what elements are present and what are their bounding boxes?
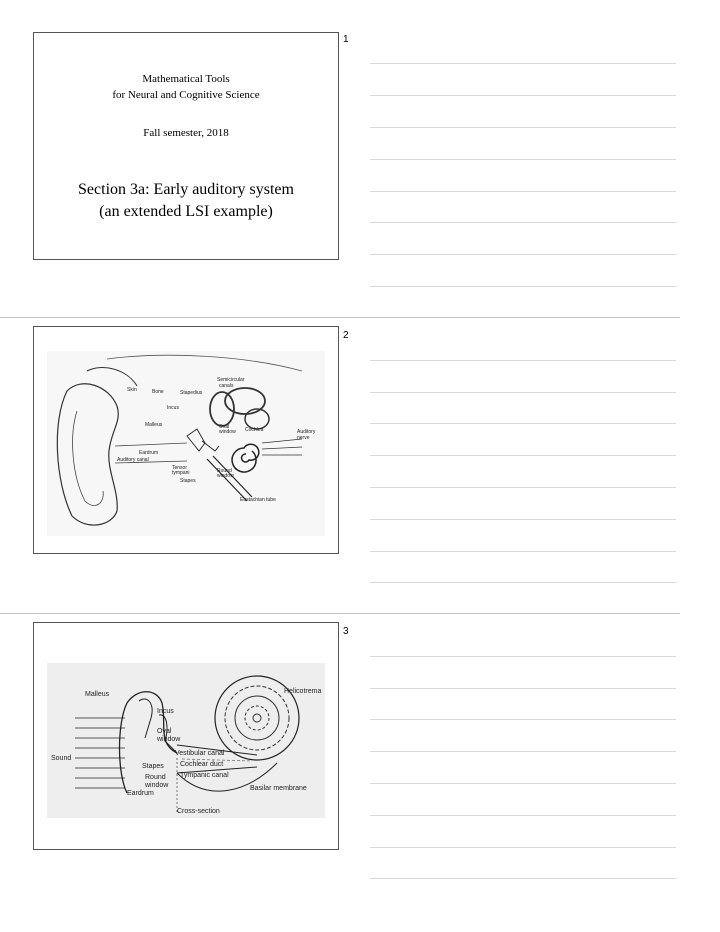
note-line xyxy=(370,751,676,752)
label-basilar: Basilar membrane xyxy=(250,785,307,792)
label-oval: Oval xyxy=(219,424,230,430)
label-cochlea: Cochlea xyxy=(245,427,264,433)
label-eustachian: Eustachian tube xyxy=(240,497,276,503)
label-bone: Bone xyxy=(152,389,164,395)
note-line xyxy=(370,656,676,657)
label-eardrum: Eardrum xyxy=(127,790,154,797)
slide-2 xyxy=(33,326,339,554)
label-malleus: Malleus xyxy=(85,691,110,698)
label-skin: Skin xyxy=(127,387,137,393)
slide-1 xyxy=(33,32,339,260)
note-line xyxy=(370,815,676,816)
note-line xyxy=(370,783,676,784)
cochlea-diagram-figure xyxy=(47,663,325,818)
label-sound: Sound xyxy=(51,755,72,762)
label-cross-section: Cross-section xyxy=(177,808,220,815)
page-number-2: 2 xyxy=(343,330,349,341)
label-window: window xyxy=(157,736,181,743)
note-line xyxy=(370,519,676,520)
cochlea-diagram-drawing xyxy=(47,663,325,818)
label-nerve: nerve xyxy=(297,435,310,441)
note-line xyxy=(370,286,676,287)
label-malleus: Malleus xyxy=(145,422,163,428)
label-round: Round xyxy=(217,468,232,474)
note-line xyxy=(370,63,676,64)
label-vestibular: Vestibular canal xyxy=(175,750,225,757)
note-line xyxy=(370,847,676,848)
note-line xyxy=(370,360,676,361)
ear-anatomy-drawing xyxy=(47,351,325,536)
label-canals: canals xyxy=(219,383,234,389)
label-stapedius: Stapedius xyxy=(180,390,203,396)
section-title-line-1: Section 3a: Early auditory system xyxy=(78,181,294,198)
note-line xyxy=(370,127,676,128)
note-line xyxy=(370,222,676,223)
note-line xyxy=(370,254,676,255)
note-line xyxy=(370,159,676,160)
label-incus: Incus xyxy=(157,708,174,715)
label-window: window xyxy=(219,429,236,435)
note-line xyxy=(370,878,676,879)
label-incus: Incus xyxy=(167,405,179,411)
note-line xyxy=(370,455,676,456)
semester: Fall semester, 2018 xyxy=(143,127,229,139)
label-round-window: window xyxy=(145,782,169,789)
slide-3 xyxy=(33,622,339,850)
label-tympanic: Tympanic canal xyxy=(180,772,229,779)
page-divider xyxy=(0,613,680,614)
note-line xyxy=(370,191,676,192)
page-divider xyxy=(0,317,680,318)
label-oval: Oval xyxy=(157,728,172,735)
note-line xyxy=(370,392,676,393)
note-line xyxy=(370,487,676,488)
note-line xyxy=(370,719,676,720)
label-auditory-canal: Auditory canal xyxy=(117,457,149,463)
note-line xyxy=(370,95,676,96)
label-stapes: Stapes xyxy=(142,763,164,770)
label-semicircular: Semicircular xyxy=(217,377,245,383)
note-line xyxy=(370,423,676,424)
label-auditory: Auditory xyxy=(297,429,316,435)
note-line xyxy=(370,688,676,689)
label-stapes: Stapes xyxy=(180,478,196,484)
label-round: Round xyxy=(145,774,166,781)
label-tympani: tympani xyxy=(172,470,190,476)
label-cochlear-duct: Cochlear duct xyxy=(180,761,224,768)
page-number-3: 3 xyxy=(343,626,349,637)
label-tensor: Tensor xyxy=(172,465,188,471)
page-number-1: 1 xyxy=(343,34,349,45)
course-title-line-1: Mathematical Tools xyxy=(142,73,230,85)
course-title-line-2: for Neural and Cognitive Science xyxy=(112,89,260,101)
label-round-window: window xyxy=(217,473,234,479)
label-helicotrema: Helicotrema xyxy=(284,688,322,695)
section-title-line-2: (an extended LSI example) xyxy=(99,203,273,220)
note-line xyxy=(370,551,676,552)
ear-anatomy-figure xyxy=(47,351,325,536)
note-line xyxy=(370,582,676,583)
label-eardrum: Eardrum xyxy=(139,450,159,456)
